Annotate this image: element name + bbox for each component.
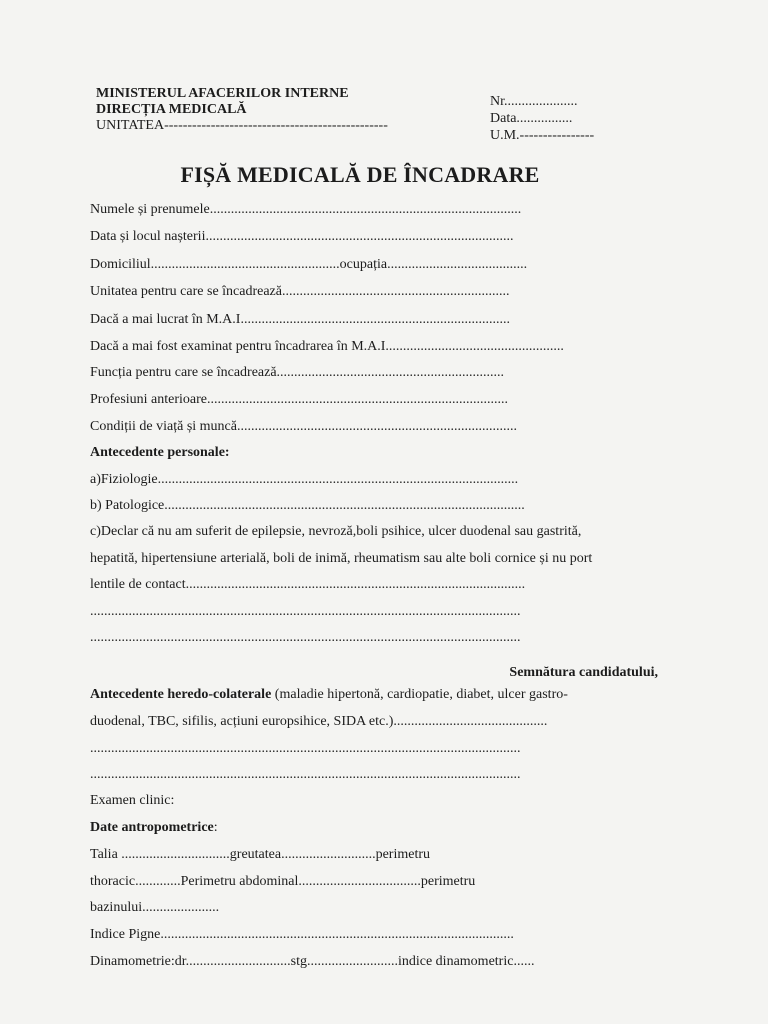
pathology-field: b) Patologice....................................................................................................... [90,498,525,513]
anthropometric-heading-text: Date antropometrice [90,820,214,835]
dynamometry-field: Dinamometrie:dr..............................stg..........................indice dinamometric...... [90,954,535,969]
declaration-line-3: lentile de contact................................................................................................. [90,577,526,592]
hereditary-history-line-2: duodenal, TBC, sifilis, acțiuni europsihice, SIDA etc.)............................................ [90,714,548,729]
personal-history-heading: Antecedente personale: [90,445,230,460]
physiology-field: a)Fiziologie....................................................................................................... [90,472,519,487]
nr-field: Nr..................... [490,94,578,109]
anthropometric-colon: : [213,820,218,835]
hereditary-history-line-1 [90,686,660,704]
unit-field: UNITATEA------------------------------------------------ [96,118,388,133]
thoracic-abdominal-field: thoracic.............Perimetru abdominal...................................perimetru [90,874,476,889]
function-field: Funcția pentru care se încadrează................................................................. [90,365,505,380]
blank-line-1: ........................................................................................................................... [90,604,521,619]
clinical-exam-heading: Examen clinic: [90,793,175,808]
pignet-index-field: Indice Pigne..................................................................................................... [90,927,514,942]
anthropometric-heading [90,819,660,837]
document-title: FIȘĂ MEDICALĂ DE ÎNCADRARE [180,162,540,187]
direction-name: DIRECȚIA MEDICALĂ [96,102,247,117]
candidate-signature-label: Semnătura candidatului, [509,665,658,680]
birth-field: Data și locul nașterii........................................................................................ [90,229,514,244]
unit-hiring-field: Unitatea pentru care se încadrează................................................................. [90,284,510,299]
declaration-line-1: c)Declar că nu am suferit de epilepsie, nevroză,boli psihice, ulcer duodenal sau gastrită, [90,524,582,539]
ministry-name: MINISTERUL AFACERILOR INTERNE [96,86,349,101]
name-field: Numele și prenumele......................................................................................... [90,202,522,217]
blank-line-3: ........................................................................................................................... [90,741,521,756]
pelvic-field: bazinului...................... [90,900,220,915]
hereditary-history-list: (maladie hipertonă, cardiopatie, diabet, ulcer gastro- [271,687,568,702]
residence-field: Domiciliul......................................................ocupația........................................ [90,257,528,272]
um-field: U.M.---------------- [490,128,595,143]
blank-line-2: ........................................................................................................................... [90,630,521,645]
declaration-line-2: hepatită, hipertensiune arterială, boli de inimă, rheumatism sau alte boli cornice și nu port [90,551,593,566]
previous-exam-field: Dacă a mai fost examinat pentru încadrarea în M.A.I................................................... [90,339,564,354]
blank-line-4: ........................................................................................................................... [90,767,521,782]
date-field: Data................ [490,111,573,126]
height-weight-field: Talia ...............................greutatea...........................perimetru [90,847,430,862]
previous-work-field: Dacă a mai lucrat în M.A.I............................................................................. [90,312,510,327]
living-conditions-field: Condiții de viață și muncă................................................................................ [90,419,517,434]
hereditary-history-heading: Antecedente heredo-colaterale [90,687,272,702]
header-right [490,93,594,144]
previous-professions-field: Profesiuni anterioare...................................................................................... [90,392,509,407]
header-left [96,86,388,134]
